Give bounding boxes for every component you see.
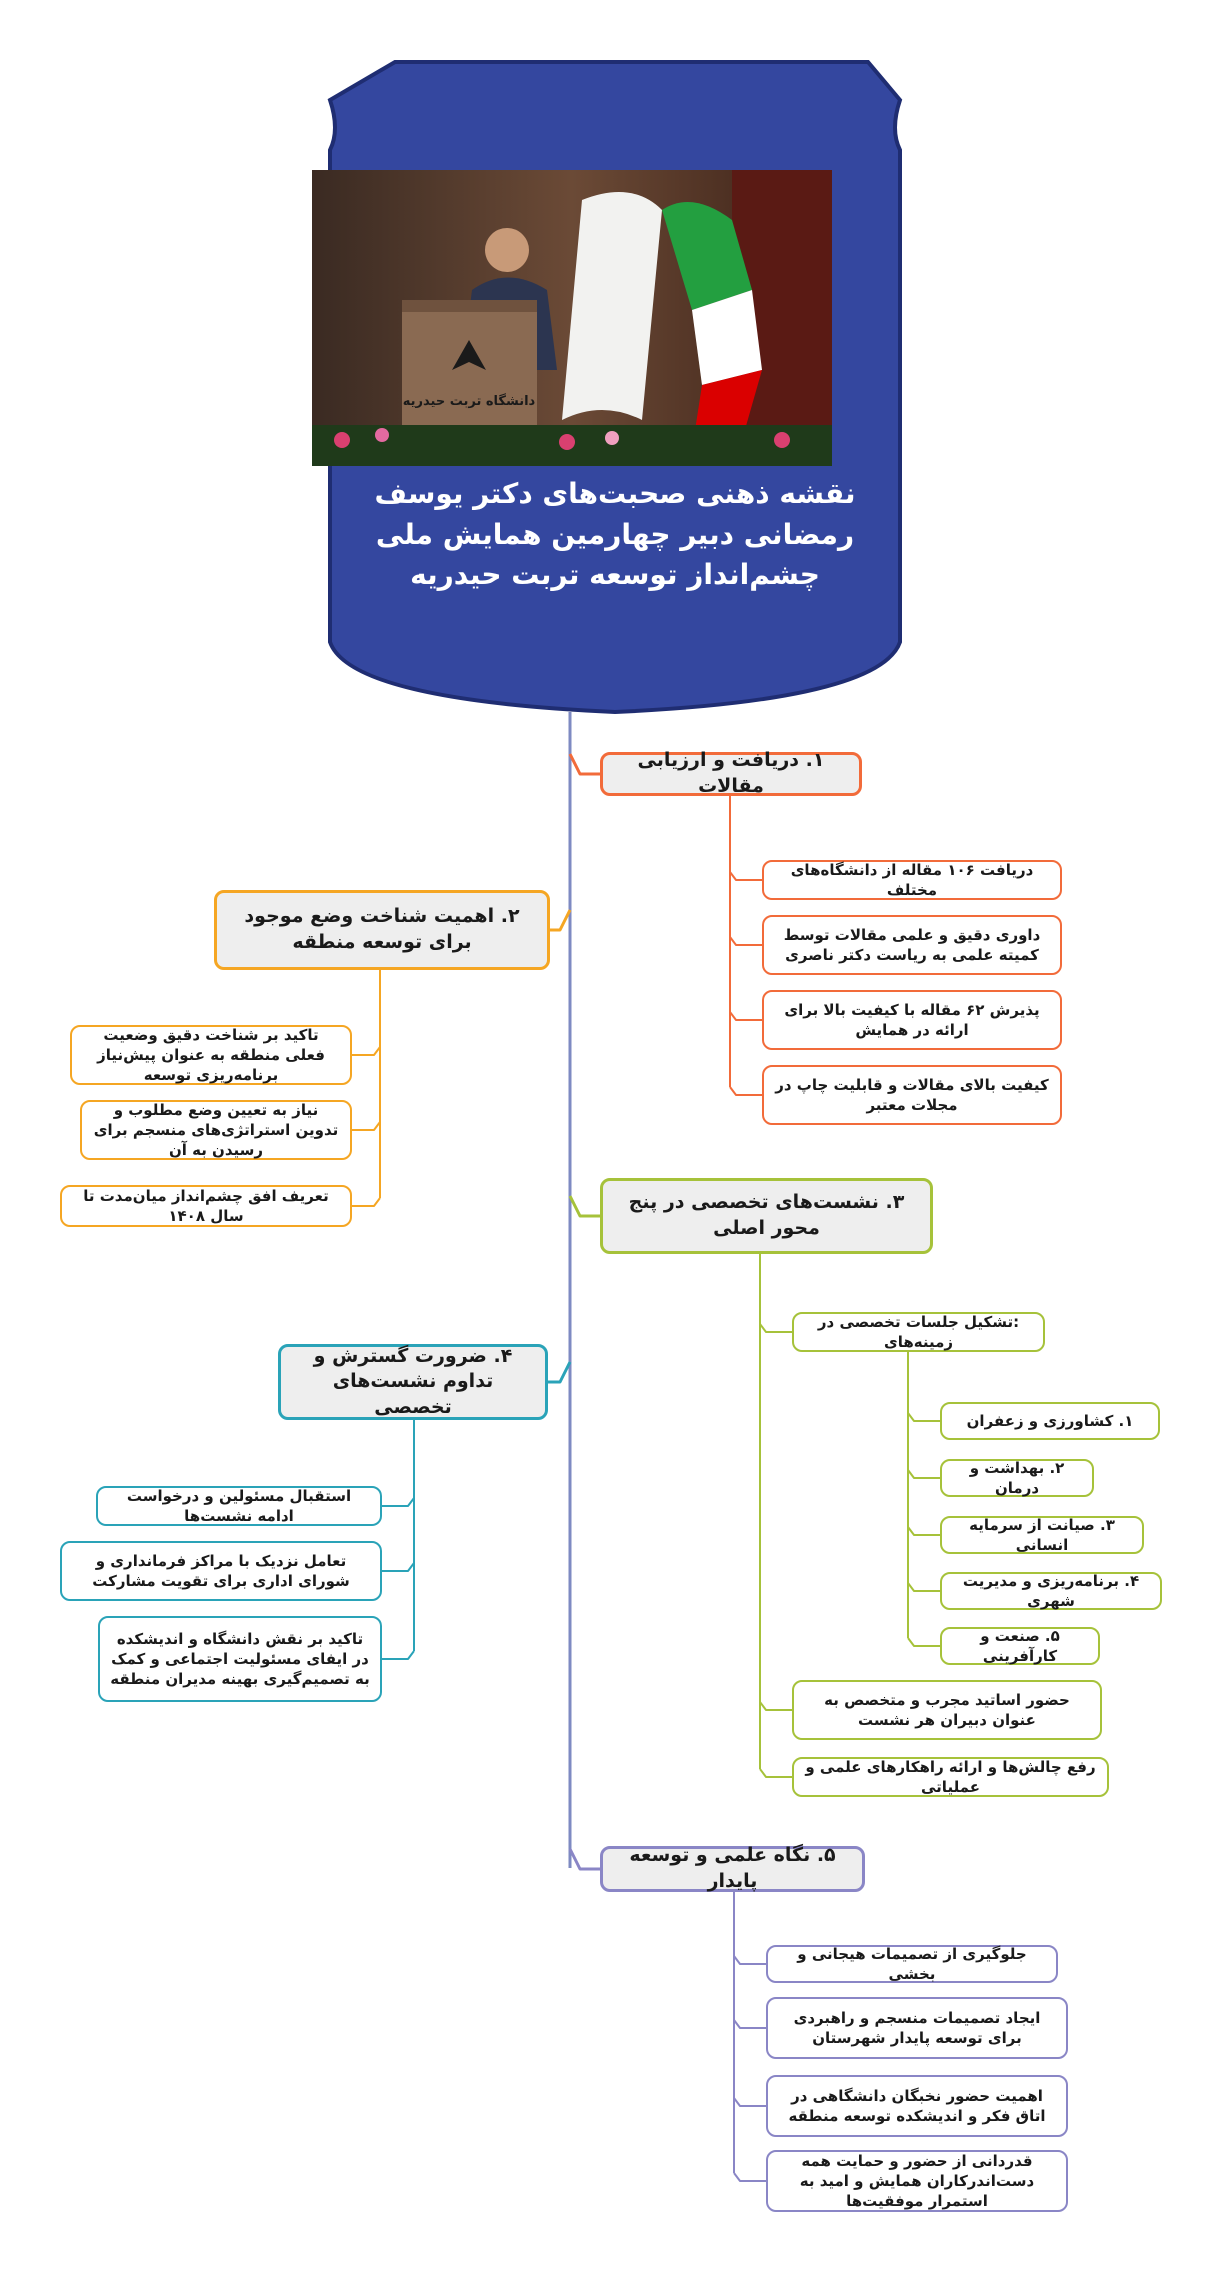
branch-node-5-label: ۵. نگاه علمی و توسعه پایدار bbox=[629, 1844, 836, 1892]
leaf-node-3-2-label: حضور اساتید مجرب و متخصص به عنوان دبیران هر نشست bbox=[824, 1690, 1070, 1729]
leaf-node-4-3 bbox=[98, 1616, 382, 1702]
leaf-node-5-4-label: قدردانی از حضور و حمایت همه دست‌اندرکاران همایش و امید به استمرار موفقیت‌ها bbox=[799, 2151, 1035, 2211]
sub-connector-3 bbox=[908, 1527, 940, 1535]
leaf-node-4-1 bbox=[96, 1486, 382, 1526]
leaf-node-3-1 bbox=[792, 1312, 1045, 1352]
branch-node-1 bbox=[600, 749, 862, 797]
sub-leaf-node-1 bbox=[940, 1402, 1160, 1440]
leaf-node-1-2-label: داوری دقیق و علمی مقالات توسط کمیته علمی به ریاست دکتر ناصری bbox=[783, 925, 1041, 964]
branch-node-3-label: ۳. نشست‌های تخصصی در پنج محور اصلی bbox=[628, 1191, 905, 1239]
item-connector-1-3 bbox=[730, 1012, 762, 1020]
podium-sign: دانشگاه تربت حیدریه bbox=[402, 394, 536, 409]
leaf-node-5-1 bbox=[766, 1945, 1058, 1983]
leaf-node-5-4 bbox=[766, 2150, 1068, 2212]
leaf-node-1-3 bbox=[762, 990, 1062, 1050]
leaf-node-3-3-label: رفع چالش‌ها و ارائه راهکارهای علمی و عملیاتی bbox=[805, 1757, 1096, 1796]
sub-leaf-node-3-label: ۳. صیانت از سرمایه انسانی bbox=[969, 1515, 1115, 1554]
item-connector-5-4 bbox=[734, 2173, 766, 2181]
leaf-node-3-2 bbox=[792, 1680, 1102, 1740]
sub-leaf-node-5-label: ۵. صنعت و کارآفرینی bbox=[980, 1626, 1060, 1665]
item-connector-2-3 bbox=[352, 1198, 380, 1206]
leaf-node-5-2 bbox=[766, 1997, 1068, 2059]
leaf-node-5-1-label: جلوگیری از تصمیمات هیجانی و بخشی bbox=[797, 1944, 1027, 1983]
branch-node-3 bbox=[600, 1178, 933, 1254]
leaf-node-2-1-label: تاکید بر شناخت دقیق وضعیت فعلی منطقه به عنوان پیش‌نیاز برنامه‌ریزی توسعه bbox=[97, 1025, 325, 1085]
sub-leaf-node-3 bbox=[940, 1516, 1144, 1554]
branch-node-4 bbox=[278, 1344, 548, 1420]
branch-connector-4 bbox=[548, 1362, 570, 1382]
leaf-node-2-2-label: نیاز به تعیین وضع مطلوب و تدوین استراتژی‌های منسجم برای رسیدن به آن bbox=[93, 1100, 339, 1160]
branch-connector-2 bbox=[550, 910, 570, 930]
leaf-node-4-1-label: استقبال مسئولین و درخواست ادامه نشست‌ها bbox=[126, 1486, 352, 1525]
item-connector-4-3 bbox=[382, 1651, 414, 1659]
leaf-node-2-3-label: تعریف افق چشم‌انداز میان‌مدت تا سال ۱۴۰۸ bbox=[83, 1186, 329, 1225]
sub-leaf-node-2-label: ۲. بهداشت و درمان bbox=[969, 1458, 1065, 1497]
leaf-node-4-2 bbox=[60, 1541, 382, 1601]
leaf-node-5-3-label: اهمیت حضور نخبگان دانشگاهی در اتاق فکر و اندیشکده توسعه منطقه bbox=[788, 2086, 1046, 2125]
sub-leaf-node-5 bbox=[940, 1627, 1100, 1665]
item-connector-4-2 bbox=[382, 1563, 414, 1571]
leaf-node-2-1 bbox=[70, 1025, 352, 1085]
leaf-node-1-4 bbox=[762, 1065, 1062, 1125]
sub-leaf-node-1-label: ۱. کشاورزی و زعفران bbox=[966, 1411, 1134, 1430]
item-connector-3-3 bbox=[760, 1769, 792, 1777]
branch-node-5 bbox=[600, 1846, 865, 1892]
sub-leaf-node-2 bbox=[940, 1459, 1094, 1497]
branch-node-2 bbox=[214, 890, 550, 970]
item-connector-3-1 bbox=[760, 1324, 792, 1332]
leaf-node-1-1 bbox=[762, 860, 1062, 900]
leaf-node-3-1-label: :تشکیل جلسات تخصصی در زمینه‌های bbox=[817, 1312, 1020, 1351]
leaf-node-2-3 bbox=[60, 1185, 352, 1227]
item-connector-1-1 bbox=[730, 872, 762, 880]
sub-leaf-node-4-label: ۴. برنامه‌ریزی و مدیریت شهری bbox=[962, 1571, 1140, 1610]
leaf-node-1-2 bbox=[762, 915, 1062, 975]
sub-connector-4 bbox=[908, 1583, 940, 1591]
item-connector-1-4 bbox=[730, 1087, 762, 1095]
branch-node-1-label: ۱. دریافت و ارزیابی مقالات bbox=[637, 749, 825, 797]
branch-connector-5 bbox=[570, 1849, 600, 1869]
branch-node-4-label: ۴. ضرورت گسترش و تداوم نشست‌های تخصصی bbox=[313, 1344, 513, 1418]
leaf-node-3-3 bbox=[792, 1757, 1109, 1797]
leaf-node-4-3-label: تاکید بر نقش دانشگاه و اندیشکده در ایفای مسئولیت اجتماعی و کمک به تصمیم‌گیری بهینه مدیران منطقه bbox=[110, 1629, 370, 1689]
item-connector-5-3 bbox=[734, 2098, 766, 2106]
sub-connector-5 bbox=[908, 1638, 940, 1646]
branch-node-2-label: ۲. اهمیت شناخت وضع موجود برای توسعه منطقه bbox=[244, 905, 520, 953]
leaf-node-1-4-label: کیفیت بالای مقالات و قابلیت چاپ در مجلات معتبر bbox=[775, 1075, 1049, 1114]
leaf-node-5-2-label: ایجاد تصمیمات منسجم و راهبردی برای توسعه پایدار شهرستان bbox=[793, 2008, 1041, 2047]
leaf-node-5-3 bbox=[766, 2075, 1068, 2137]
item-connector-4-1 bbox=[382, 1498, 414, 1506]
sub-connector-2 bbox=[908, 1470, 940, 1478]
leaf-node-2-2 bbox=[80, 1100, 352, 1160]
branch-connector-1 bbox=[570, 754, 600, 774]
item-connector-5-1 bbox=[734, 1956, 766, 1964]
item-connector-3-2 bbox=[760, 1702, 792, 1710]
leaf-node-4-2-label: تعامل نزدیک با مراکز فرمانداری و شورای اداری برای تقویت مشارکت bbox=[92, 1551, 350, 1590]
item-connector-5-2 bbox=[734, 2020, 766, 2028]
leaf-node-1-3-label: پذیرش ۶۲ مقاله با کیفیت بالا برای ارائه در همایش bbox=[784, 1000, 1040, 1039]
item-connector-1-2 bbox=[730, 937, 762, 945]
sub-connector-1 bbox=[908, 1413, 940, 1421]
branch-connector-3 bbox=[570, 1196, 600, 1216]
speaker-photo bbox=[312, 170, 832, 466]
leaf-node-1-1-label: دریافت ۱۰۶ مقاله از دانشگاه‌های مختلف bbox=[790, 860, 1034, 899]
item-connector-2-1 bbox=[352, 1047, 380, 1055]
item-connector-2-2 bbox=[352, 1122, 380, 1130]
root-title: نقشه ذهنی صحبت‌های دکتر یوسف رمضانی دبیر چهارمین همایش ملی چشم‌انداز توسعه تربت حیدریه bbox=[374, 477, 856, 592]
sub-leaf-node-4 bbox=[940, 1572, 1162, 1610]
